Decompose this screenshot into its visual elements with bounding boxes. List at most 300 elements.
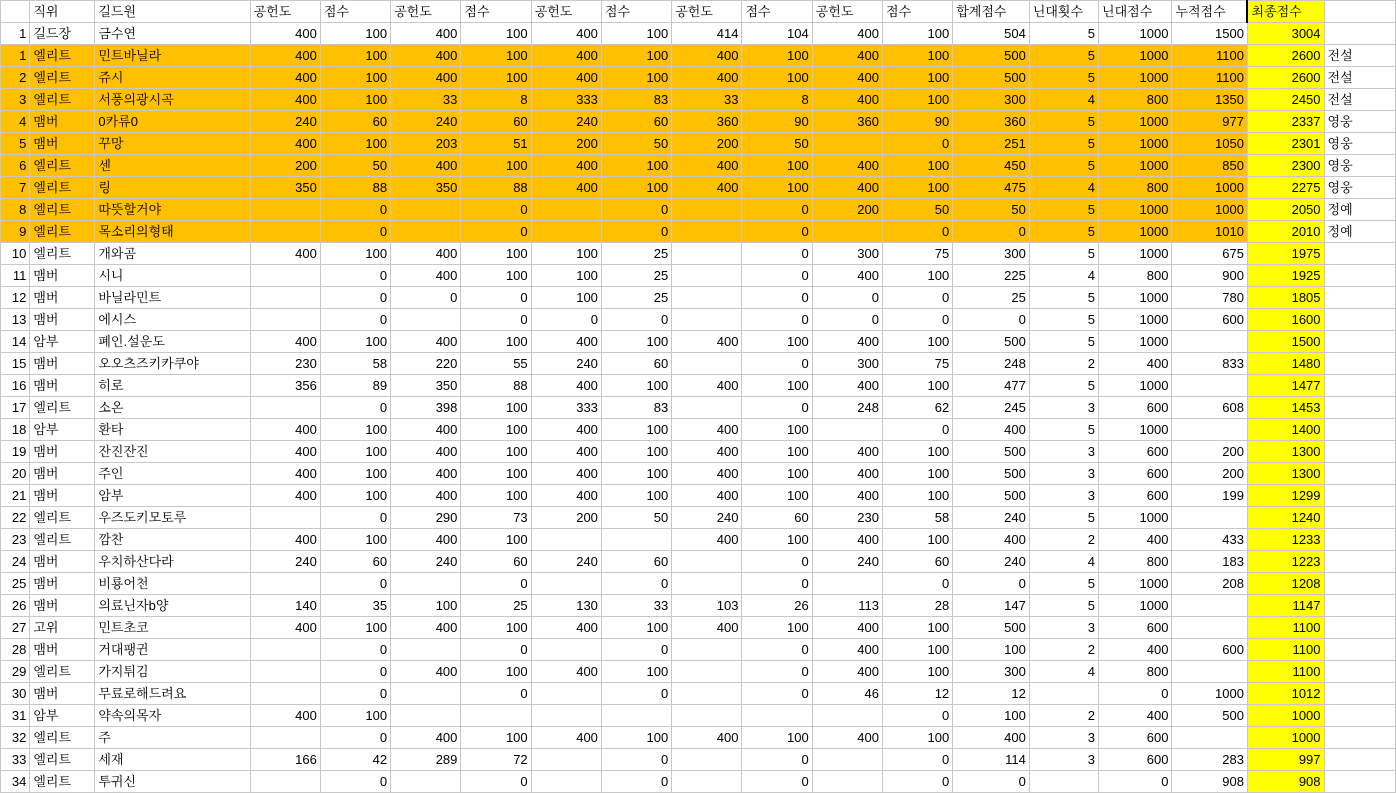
table-row	[1, 595, 1396, 617]
cell-final-score: 2450	[1247, 89, 1324, 111]
cell-contrib-2	[391, 683, 461, 705]
cell-total-score: 0	[953, 573, 1030, 595]
cell-contrib-5: 113	[812, 595, 882, 617]
table-row	[1, 397, 1396, 419]
cell-contrib-3: 400	[531, 155, 601, 177]
cell-nin-count: 5	[1029, 111, 1098, 133]
cell-total-score: 400	[953, 419, 1030, 441]
cell-accumulated-score	[1172, 727, 1248, 749]
cell-nin-score: 1000	[1099, 507, 1172, 529]
cell-contrib-3: 400	[531, 331, 601, 353]
cell-rank: 맴버	[30, 133, 95, 155]
cell-tier	[1324, 573, 1395, 595]
cell-nin-score: 800	[1099, 265, 1172, 287]
cell-contrib-1: 356	[250, 375, 320, 397]
cell-total-score: 114	[953, 749, 1030, 771]
cell-contrib-2: 400	[391, 265, 461, 287]
cell-score-1: 35	[320, 595, 390, 617]
cell-score-1: 0	[320, 661, 390, 683]
cell-score-5: 50	[882, 199, 952, 221]
header-contrib-2: 공헌도	[391, 1, 461, 23]
row-index: 30	[1, 683, 30, 705]
cell-nin-score: 1000	[1099, 199, 1172, 221]
cell-contrib-5: 400	[812, 45, 882, 67]
cell-member-name: 0카류0	[95, 111, 250, 133]
cell-contrib-3: 0	[531, 309, 601, 331]
cell-nin-count: 5	[1029, 595, 1098, 617]
cell-nin-score: 1000	[1099, 23, 1172, 45]
cell-total-score: 0	[953, 771, 1030, 793]
cell-score-3: 100	[601, 177, 671, 199]
row-index: 29	[1, 661, 30, 683]
cell-contrib-5: 400	[812, 23, 882, 45]
table-row	[1, 463, 1396, 485]
cell-score-2: 100	[461, 23, 531, 45]
cell-final-score: 1000	[1247, 705, 1324, 727]
header-tier	[1324, 1, 1395, 23]
cell-final-score: 2337	[1247, 111, 1324, 133]
cell-contrib-2: 400	[391, 661, 461, 683]
cell-rank: 엘리트	[30, 397, 95, 419]
cell-nin-count: 5	[1029, 133, 1098, 155]
cell-nin-score: 400	[1099, 529, 1172, 551]
cell-contrib-3	[531, 529, 601, 551]
row-index: 14	[1, 331, 30, 353]
cell-total-score: 100	[953, 639, 1030, 661]
cell-score-1: 42	[320, 749, 390, 771]
row-index: 11	[1, 265, 30, 287]
cell-contrib-1	[250, 727, 320, 749]
cell-score-3: 25	[601, 287, 671, 309]
cell-score-5: 100	[882, 485, 952, 507]
cell-final-score: 2010	[1247, 221, 1324, 243]
row-index: 18	[1, 419, 30, 441]
cell-nin-score: 1000	[1099, 595, 1172, 617]
header-rank: 직위	[30, 1, 95, 23]
cell-score-1: 0	[320, 199, 390, 221]
cell-contrib-2: 100	[391, 595, 461, 617]
cell-accumulated-score: 1050	[1172, 133, 1248, 155]
cell-contrib-1: 350	[250, 177, 320, 199]
cell-accumulated-score: 208	[1172, 573, 1248, 595]
cell-score-3: 100	[601, 727, 671, 749]
cell-accumulated-score: 1100	[1172, 67, 1248, 89]
cell-contrib-3: 400	[531, 463, 601, 485]
cell-nin-count: 5	[1029, 243, 1098, 265]
cell-contrib-1	[250, 265, 320, 287]
cell-score-3: 60	[601, 111, 671, 133]
cell-contrib-2: 220	[391, 353, 461, 375]
cell-contrib-2: 203	[391, 133, 461, 155]
cell-score-2: 55	[461, 353, 531, 375]
cell-contrib-5: 230	[812, 507, 882, 529]
cell-accumulated-score: 900	[1172, 265, 1248, 287]
cell-total-score: 0	[953, 221, 1030, 243]
cell-total-score: 500	[953, 617, 1030, 639]
cell-contrib-4	[672, 771, 742, 793]
cell-score-2: 0	[461, 199, 531, 221]
row-index: 31	[1, 705, 30, 727]
cell-score-3: 100	[601, 331, 671, 353]
cell-rank: 엘리트	[30, 771, 95, 793]
cell-score-1: 100	[320, 463, 390, 485]
cell-final-score: 1453	[1247, 397, 1324, 419]
cell-rank: 엘리트	[30, 661, 95, 683]
cell-score-4	[742, 705, 812, 727]
cell-score-4: 0	[742, 573, 812, 595]
cell-score-1: 88	[320, 177, 390, 199]
cell-member-name: 우치하산다라	[95, 551, 250, 573]
cell-rank: 엘리트	[30, 199, 95, 221]
cell-score-4: 0	[742, 199, 812, 221]
cell-contrib-5: 0	[812, 309, 882, 331]
cell-nin-score: 800	[1099, 177, 1172, 199]
cell-nin-score: 1000	[1099, 309, 1172, 331]
cell-score-4: 50	[742, 133, 812, 155]
cell-contrib-4: 400	[672, 463, 742, 485]
table-row	[1, 639, 1396, 661]
cell-score-2: 100	[461, 155, 531, 177]
cell-contrib-4: 414	[672, 23, 742, 45]
row-index: 33	[1, 749, 30, 771]
cell-nin-count: 2	[1029, 639, 1098, 661]
cell-tier	[1324, 727, 1395, 749]
cell-score-1: 100	[320, 331, 390, 353]
cell-contrib-1	[250, 573, 320, 595]
cell-score-4: 100	[742, 45, 812, 67]
cell-accumulated-score: 780	[1172, 287, 1248, 309]
cell-contrib-4	[672, 243, 742, 265]
cell-score-5: 100	[882, 155, 952, 177]
cell-accumulated-score: 608	[1172, 397, 1248, 419]
cell-final-score: 1233	[1247, 529, 1324, 551]
cell-score-1: 0	[320, 221, 390, 243]
cell-tier	[1324, 771, 1395, 793]
cell-score-2: 88	[461, 375, 531, 397]
table-row	[1, 221, 1396, 243]
cell-nin-score: 1000	[1099, 375, 1172, 397]
cell-tier: 영웅	[1324, 177, 1395, 199]
cell-contrib-2	[391, 771, 461, 793]
cell-score-4: 0	[742, 771, 812, 793]
cell-tier: 전설	[1324, 67, 1395, 89]
cell-final-score: 1240	[1247, 507, 1324, 529]
cell-score-2	[461, 705, 531, 727]
cell-final-score: 1100	[1247, 617, 1324, 639]
cell-nin-count: 2	[1029, 353, 1098, 375]
cell-score-5: 100	[882, 177, 952, 199]
cell-score-1: 100	[320, 441, 390, 463]
cell-score-3: 60	[601, 353, 671, 375]
cell-score-5: 100	[882, 89, 952, 111]
cell-nin-count: 5	[1029, 199, 1098, 221]
cell-score-1: 0	[320, 771, 390, 793]
cell-accumulated-score: 977	[1172, 111, 1248, 133]
cell-tier	[1324, 441, 1395, 463]
cell-score-1: 60	[320, 111, 390, 133]
cell-rank: 맴버	[30, 463, 95, 485]
cell-score-3: 100	[601, 419, 671, 441]
cell-contrib-4: 400	[672, 485, 742, 507]
cell-accumulated-score	[1172, 617, 1248, 639]
cell-score-1: 100	[320, 485, 390, 507]
cell-rank: 맴버	[30, 595, 95, 617]
cell-score-3: 100	[601, 45, 671, 67]
cell-nin-count: 4	[1029, 661, 1098, 683]
table-row	[1, 243, 1396, 265]
cell-contrib-2	[391, 639, 461, 661]
header-score-5: 점수	[882, 1, 952, 23]
cell-nin-score: 1000	[1099, 573, 1172, 595]
cell-score-5: 100	[882, 331, 952, 353]
cell-contrib-1	[250, 397, 320, 419]
cell-contrib-2	[391, 221, 461, 243]
cell-contrib-5: 200	[812, 199, 882, 221]
cell-contrib-3: 240	[531, 353, 601, 375]
cell-contrib-1: 140	[250, 595, 320, 617]
table-row	[1, 485, 1396, 507]
table-row	[1, 727, 1396, 749]
cell-score-2: 0	[461, 639, 531, 661]
cell-final-score: 1299	[1247, 485, 1324, 507]
cell-final-score: 1500	[1247, 331, 1324, 353]
cell-contrib-3: 400	[531, 419, 601, 441]
cell-rank: 맴버	[30, 353, 95, 375]
cell-score-1: 58	[320, 353, 390, 375]
cell-total-score: 240	[953, 507, 1030, 529]
cell-total-score: 251	[953, 133, 1030, 155]
header-nin-count: 닌대횟수	[1029, 1, 1098, 23]
cell-contrib-1	[250, 199, 320, 221]
cell-rank: 엘리트	[30, 155, 95, 177]
cell-score-2: 100	[461, 397, 531, 419]
cell-total-score: 245	[953, 397, 1030, 419]
cell-contrib-2: 400	[391, 463, 461, 485]
cell-score-3: 100	[601, 155, 671, 177]
cell-score-5: 90	[882, 111, 952, 133]
cell-total-score: 400	[953, 529, 1030, 551]
cell-rank: 맴버	[30, 309, 95, 331]
cell-member-name: 꾸망	[95, 133, 250, 155]
cell-score-2: 100	[461, 463, 531, 485]
cell-final-score: 1147	[1247, 595, 1324, 617]
cell-contrib-4	[672, 287, 742, 309]
table-header-row	[1, 1, 1396, 23]
cell-score-1: 100	[320, 45, 390, 67]
cell-contrib-4	[672, 199, 742, 221]
cell-contrib-4	[672, 397, 742, 419]
cell-score-1: 0	[320, 507, 390, 529]
cell-score-1: 100	[320, 617, 390, 639]
cell-accumulated-score: 1000	[1172, 683, 1248, 705]
row-index: 23	[1, 529, 30, 551]
cell-score-5: 58	[882, 507, 952, 529]
cell-accumulated-score: 283	[1172, 749, 1248, 771]
table-row	[1, 309, 1396, 331]
cell-final-score: 1805	[1247, 287, 1324, 309]
cell-accumulated-score: 600	[1172, 639, 1248, 661]
cell-contrib-1: 400	[250, 133, 320, 155]
cell-tier	[1324, 375, 1395, 397]
table-row	[1, 507, 1396, 529]
cell-score-1: 100	[320, 23, 390, 45]
cell-nin-count	[1029, 771, 1098, 793]
cell-nin-score: 0	[1099, 771, 1172, 793]
cell-accumulated-score	[1172, 595, 1248, 617]
header-total-score: 합계점수	[953, 1, 1030, 23]
cell-score-3: 100	[601, 441, 671, 463]
cell-contrib-2: 400	[391, 441, 461, 463]
cell-member-name: 바닐라민트	[95, 287, 250, 309]
cell-tier	[1324, 353, 1395, 375]
cell-contrib-2	[391, 705, 461, 727]
cell-score-5: 0	[882, 309, 952, 331]
cell-rank: 엘리트	[30, 45, 95, 67]
row-index: 34	[1, 771, 30, 793]
cell-contrib-3	[531, 573, 601, 595]
cell-member-name: 환타	[95, 419, 250, 441]
row-index: 2	[1, 67, 30, 89]
row-index: 6	[1, 155, 30, 177]
cell-contrib-2: 398	[391, 397, 461, 419]
cell-score-5: 100	[882, 617, 952, 639]
cell-rank: 맴버	[30, 287, 95, 309]
cell-tier	[1324, 507, 1395, 529]
cell-score-5: 75	[882, 243, 952, 265]
cell-contrib-4: 400	[672, 441, 742, 463]
table-row	[1, 133, 1396, 155]
cell-score-3	[601, 705, 671, 727]
cell-score-2: 60	[461, 111, 531, 133]
cell-member-name: 소온	[95, 397, 250, 419]
cell-score-5: 60	[882, 551, 952, 573]
cell-accumulated-score	[1172, 507, 1248, 529]
cell-contrib-1: 400	[250, 331, 320, 353]
row-index: 15	[1, 353, 30, 375]
cell-contrib-2: 290	[391, 507, 461, 529]
cell-nin-count: 3	[1029, 749, 1098, 771]
cell-score-3: 0	[601, 199, 671, 221]
cell-contrib-5: 400	[812, 529, 882, 551]
cell-nin-count: 5	[1029, 419, 1098, 441]
row-index: 27	[1, 617, 30, 639]
cell-contrib-4	[672, 551, 742, 573]
cell-accumulated-score: 600	[1172, 309, 1248, 331]
cell-nin-count: 3	[1029, 463, 1098, 485]
row-index: 24	[1, 551, 30, 573]
cell-rank: 길드장	[30, 23, 95, 45]
cell-nin-score: 800	[1099, 661, 1172, 683]
cell-accumulated-score: 1100	[1172, 45, 1248, 67]
cell-score-4: 0	[742, 397, 812, 419]
cell-member-name: 주	[95, 727, 250, 749]
cell-final-score: 1477	[1247, 375, 1324, 397]
cell-score-2: 100	[461, 727, 531, 749]
cell-final-score: 1300	[1247, 463, 1324, 485]
row-index: 13	[1, 309, 30, 331]
cell-contrib-1: 230	[250, 353, 320, 375]
cell-score-5: 0	[882, 287, 952, 309]
cell-nin-count: 5	[1029, 23, 1098, 45]
cell-contrib-4	[672, 661, 742, 683]
cell-contrib-3: 400	[531, 23, 601, 45]
table-row	[1, 705, 1396, 727]
cell-contrib-2: 400	[391, 727, 461, 749]
cell-contrib-2: 289	[391, 749, 461, 771]
cell-contrib-3	[531, 639, 601, 661]
cell-rank: 암부	[30, 705, 95, 727]
cell-rank: 암부	[30, 331, 95, 353]
cell-contrib-5	[812, 221, 882, 243]
cell-score-4: 60	[742, 507, 812, 529]
cell-contrib-3	[531, 749, 601, 771]
header-accumulated-score: 누적점수	[1172, 1, 1248, 23]
cell-accumulated-score: 1000	[1172, 199, 1248, 221]
cell-contrib-1	[250, 221, 320, 243]
cell-score-5: 75	[882, 353, 952, 375]
cell-score-1: 0	[320, 727, 390, 749]
cell-contrib-5: 400	[812, 265, 882, 287]
cell-member-name: 우즈도키모토루	[95, 507, 250, 529]
cell-total-score: 300	[953, 661, 1030, 683]
cell-final-score: 1925	[1247, 265, 1324, 287]
header-score-2: 점수	[461, 1, 531, 23]
cell-contrib-4: 400	[672, 45, 742, 67]
cell-member-name: 비룡어천	[95, 573, 250, 595]
cell-score-2: 0	[461, 771, 531, 793]
cell-contrib-4: 400	[672, 617, 742, 639]
cell-contrib-4	[672, 705, 742, 727]
cell-score-4: 0	[742, 551, 812, 573]
table-row	[1, 375, 1396, 397]
cell-nin-count: 3	[1029, 441, 1098, 463]
cell-total-score: 12	[953, 683, 1030, 705]
cell-nin-count: 4	[1029, 89, 1098, 111]
cell-member-name: 암부	[95, 485, 250, 507]
header-score-4: 점수	[742, 1, 812, 23]
cell-member-name: 서풍의광시곡	[95, 89, 250, 111]
cell-accumulated-score: 500	[1172, 705, 1248, 727]
table-row	[1, 265, 1396, 287]
cell-score-1: 60	[320, 551, 390, 573]
cell-tier	[1324, 265, 1395, 287]
cell-contrib-5: 400	[812, 375, 882, 397]
cell-nin-count: 5	[1029, 573, 1098, 595]
cell-score-1: 0	[320, 573, 390, 595]
cell-tier: 영웅	[1324, 155, 1395, 177]
cell-score-2: 100	[461, 529, 531, 551]
cell-score-5: 0	[882, 749, 952, 771]
cell-contrib-3	[531, 771, 601, 793]
cell-contrib-1	[250, 683, 320, 705]
cell-contrib-4: 240	[672, 507, 742, 529]
cell-score-1: 100	[320, 67, 390, 89]
cell-nin-count: 4	[1029, 551, 1098, 573]
row-index: 19	[1, 441, 30, 463]
cell-contrib-3: 400	[531, 441, 601, 463]
cell-tier	[1324, 551, 1395, 573]
cell-contrib-4: 200	[672, 133, 742, 155]
cell-member-name: 금수연	[95, 23, 250, 45]
cell-tier	[1324, 485, 1395, 507]
cell-score-3: 0	[601, 309, 671, 331]
row-index: 7	[1, 177, 30, 199]
cell-nin-count: 3	[1029, 485, 1098, 507]
cell-final-score: 2600	[1247, 67, 1324, 89]
cell-tier	[1324, 749, 1395, 771]
cell-contrib-5: 0	[812, 287, 882, 309]
cell-score-4: 0	[742, 287, 812, 309]
